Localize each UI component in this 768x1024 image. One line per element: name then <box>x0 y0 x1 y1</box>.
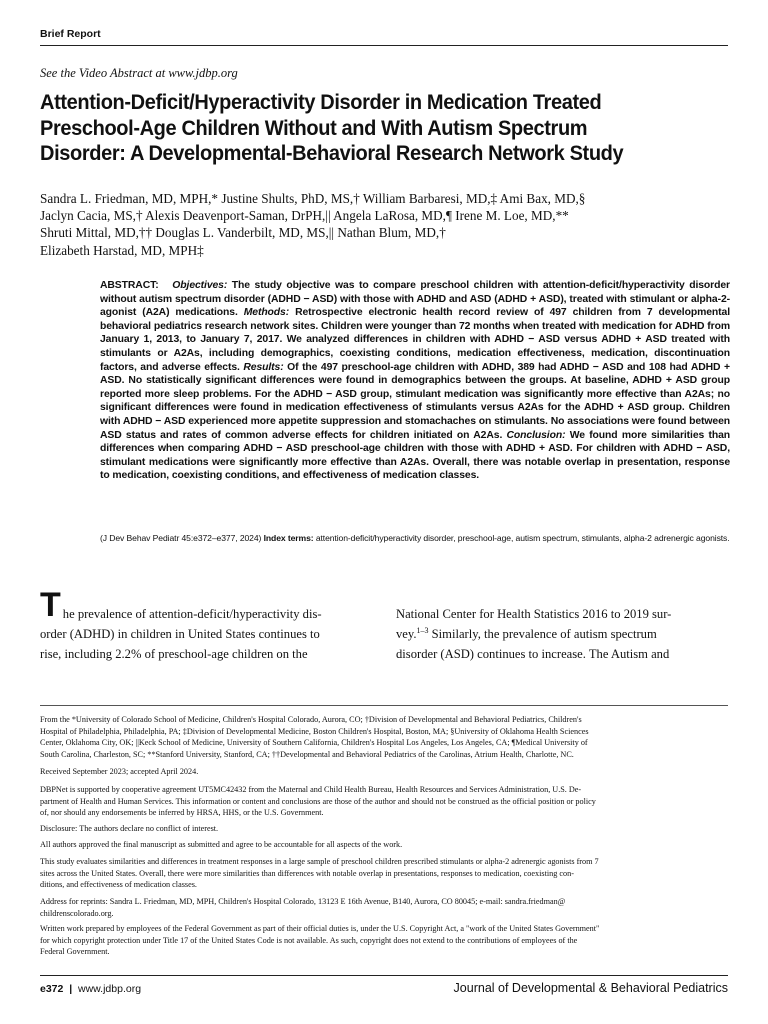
article-title <box>40 90 691 167</box>
abstract <box>100 279 730 483</box>
support-footnote <box>40 784 728 819</box>
journal-citation: (J Dev Behav Pediatr 45:e372–e377, 2024) <box>100 533 262 543</box>
footnote-line: ditions, and effectiveness of medication classes. <box>40 880 197 890</box>
footnote-line: South Carolina, Charleston, SC; **Stanford University, Stanford, CA; ††Developmental and Behavioral Pediatrics of the Carolinas, Atrium Health, Charlotte, NC. <box>40 749 574 759</box>
header-rule <box>40 45 728 46</box>
body-line: he prevalence of attention-deficit/hyperactivity dis- <box>62 607 322 621</box>
author-line: Sandra L. Friedman, MD, MPH,* Justine Shults, PhD, MS,† William Barbaresi, MD,‡ Ami Bax, MD,§ <box>40 191 586 206</box>
objectives-label: Objectives: <box>172 280 228 291</box>
body-line: rise, including 2.2% of preschool-age children on the <box>40 647 308 661</box>
summary-footnote <box>40 856 728 891</box>
video-abstract-note: See the Video Abstract at www.jdbp.org <box>40 66 238 80</box>
author-line: Shruti Mittal, MD,†† Douglas L. Vanderbilt, MD, MS,|| Nathan Blum, MD,† <box>40 225 446 241</box>
footnote-line: sites across the United States. Overall, there were more similarities than differences with notable overlap in presentations, responses to medication, coexisting con- <box>40 868 574 878</box>
footnote-line: Disclosure: The authors declare no conflict of interest. <box>40 824 219 833</box>
footnote-rule <box>40 705 728 706</box>
footnote-line: Hospital of Philadelphia, Philadelphia, PA; ‡Division of Developmental Medicine, Boston Children's Hospital, Boston, MA; §University of Oklahoma Health Sciences <box>40 726 589 736</box>
footnote-line: partment of Health and Human Services. This information or content and conclusions are those of the author and should not be construed as the official position or policy <box>40 796 596 806</box>
footnote-line: Federal Government. <box>40 947 110 957</box>
author-list <box>40 190 740 259</box>
footnote-line: of, nor should any endorsements be inferred by HRSA, HHS, or the U.S. Government. <box>40 808 324 818</box>
results-text: Of the 497 preschool-age children with ADHD, 389 had ADHD − ASD and 108 had ADHD + ASD. No statistically significant differences were found in demographics between the groups. At baseline, ADHD + ASD group reported more sleep problems. For the ADHD − ASD group, stimulant medication was significantly more effective than A2As; no significant differences were found in medication effectiveness of stimulants versus A2As for the ADHD + ASD group. Children with ADHD − ASD experienced more appetite suppression and stomachaches on stimulants. No associations were found between ASD status and rates of common adverse effects for children initiated on A2As. <box>100 361 730 441</box>
index-terms-label: Index terms: <box>263 533 314 543</box>
index-terms: attention-deficit/hyperactivity disorder, preschool-age, autism spectrum, stimulants, alpha-2 adrenergic agonists. <box>315 533 730 543</box>
footnote-line: This study evaluates similarities and differences in treatment responses in a large sample of preschool children prescribed stimulants or alpha-2 adrenergic agonists from 7 <box>40 857 599 866</box>
results-label: Results: <box>243 361 284 373</box>
methods-label: Methods: <box>243 307 290 319</box>
footnote-line: All authors approved the final manuscript as submitted and agree to be accountable for all aspects of the work. <box>40 840 403 849</box>
conclusion-text: We found more similarities than differences when comparing ADHD − ASD preschool-age children with those with ADHD + ASD. For children with ADHD − ASD, stimulant medications were significantly more effective than A2As. Overall, there was notable overlap in presentation, response to medication, coexisting conditions, and effectiveness of medication classes. <box>100 429 730 482</box>
section-label: Brief Report <box>40 28 101 40</box>
reprints-footnote <box>40 896 728 919</box>
footnote-line: Address for reprints: Sandra L. Friedman, MD, MPH, Children's Hospital Colorado, 13123 E 16th Avenue, B140, Aurora, CO 80045; e-mail: sandra.friedman@ <box>40 897 566 906</box>
body-text: Similarly, the prevalence of autism spectrum <box>431 627 657 641</box>
body-column-left <box>40 586 374 664</box>
page-number: e372 <box>40 983 64 995</box>
footnote-line: Written work prepared by employees of the Federal Government as part of their official duties is, under the U.S. Copyright Act, a "work of the United States Government" <box>40 924 600 933</box>
author-line: Elizabeth Harstad, MD, MPH‡ <box>40 242 204 258</box>
footnote-line: Center, Oklahoma City, OK; ||Keck School of Medicine, University of Southern California, Children's Hospital Los Angeles, Los Angeles, CA; ¶Medical University of <box>40 738 588 748</box>
drop-cap: T <box>40 586 61 624</box>
objectives-text: The study objective was to compare preschool children with attention-deficit/hyperactivity disorder without autism spectrum disorder (ADHD − ASD) with those with ADHD and ASD (ADHD + ASD), treated with stimulant or alpha-2-agonist (A2A) medications. <box>100 280 730 319</box>
approval-footnote <box>40 839 728 851</box>
body-column-right <box>396 604 730 664</box>
journal-website-link[interactable]: www.jdbp.org <box>78 983 142 995</box>
abstract-label: ABSTRACT: <box>100 280 159 291</box>
footnote-line: DBPNet is supported by cooperative agreement UT5MC42432 from the Maternal and Child Health Bureau, Health Resources and Services Administration, U.S. De- <box>40 785 582 794</box>
author-line: Jaclyn Cacia, MS,† Alexis Deavenport-Saman, DrPH,|| Angela LaRosa, MD,¶ Irene M. Loe, MD,** <box>40 208 569 224</box>
footnote-line: From the *University of Colorado School of Medicine, Children's Hospital Colorado, Aurora, CO; †Division of Developmental and Behavioral Pediatrics, Children's <box>40 715 582 724</box>
received-footnote <box>40 766 728 778</box>
reference-superscript[interactable]: 1–3 <box>416 625 429 635</box>
footer-rule <box>40 975 728 976</box>
disclosure-footnote <box>40 823 728 835</box>
affiliations-footnote <box>40 714 728 760</box>
title-line: Preschool-Age Children Without and With Autism Spectrum <box>40 115 588 140</box>
journal-name: Journal of Developmental & Behavioral Pediatrics <box>453 981 728 995</box>
title-line: Disorder: A Developmental-Behavioral Research Network Study <box>40 141 624 165</box>
footer-separator: | <box>69 983 73 995</box>
body-line: order (ADHD) in children in United States continues to <box>40 627 320 641</box>
body-line <box>396 624 730 644</box>
footnote-line: Received September 2023; accepted April 2024. <box>40 767 199 776</box>
citation-line <box>100 532 730 544</box>
page-footer-left <box>40 983 141 995</box>
footnote-line: for which copyright protection under Title 17 of the United States Code is not available. As such, copyright does not extend to the contributions of employees of the <box>40 935 578 945</box>
conclusion-label: Conclusion: <box>506 429 566 441</box>
title-line: Attention-Deficit/Hyperactivity Disorder in Medication Treated <box>40 90 602 114</box>
body-line: disorder (ASD) continues to increase. The Autism and <box>396 647 670 661</box>
methods-text: Retrospective electronic health record review of 497 children from 7 developmental behavioral pediatrics research network sites. Children were younger than 72 months when treated with medication for ADHD from January 1, 2013, to January 7, 2017. We analyzed differences in children with ADHD − ASD versus ADHD + ASD treated with stimulants or A2As, including demographics, coexisting conditions, medication effectiveness, medication, discontinuation factors, and adverse effects. <box>100 307 730 373</box>
body-text: vey. <box>396 627 417 641</box>
copyright-footnote <box>40 923 728 958</box>
body-line: National Center for Health Statistics 2016 to 2019 sur- <box>396 607 672 621</box>
footnote-line: childrenscolorado.org. <box>40 908 114 918</box>
